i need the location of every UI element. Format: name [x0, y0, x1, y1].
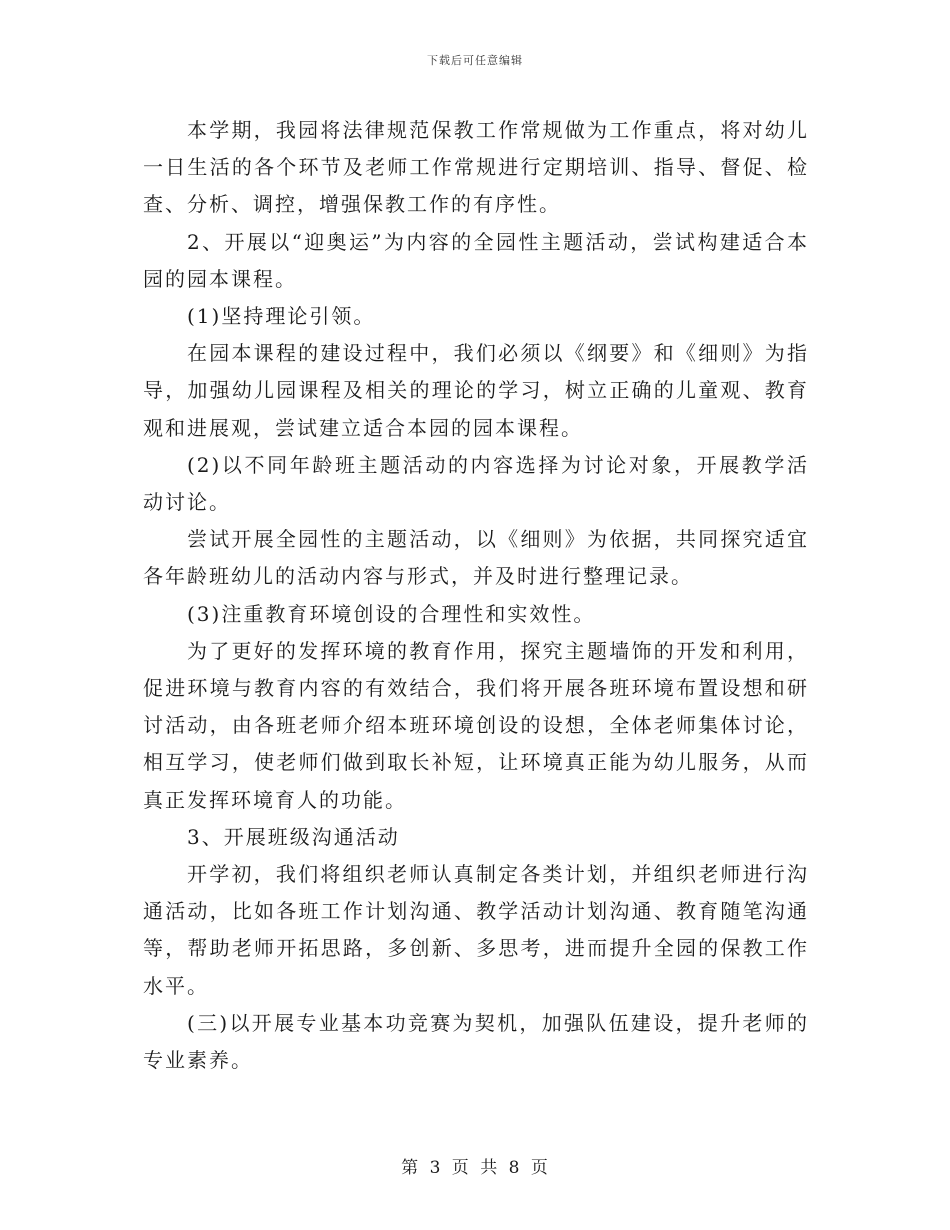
paragraph: (三)以开展专业基本功竞赛为契机，加强队伍建设，提升老师的专业素养。 [143, 1010, 809, 1073]
document-body [143, 112, 809, 1079]
paragraph: (3)注重教育环境创设的合理性和实效性。 [187, 601, 596, 626]
paragraph: 尝试开展全园性的主题活动，以《细则》为依据，共同探究适宜各年龄班幼儿的活动内容与形式，并及时进行整理记录。 [143, 527, 809, 589]
page-number: 第 3 页 共 8 页 [401, 1158, 549, 1178]
paragraph: 本学期，我园将法律规范保教工作常规做为工作重点，将对幼儿一日生活的各个环节及老师工作常规进行定期培训、指导、督促、检查、分析、调控，增强保教工作的有序性。 [143, 118, 809, 217]
paragraph: 3、开展班级沟通活动 [187, 824, 400, 849]
paragraph: (1)坚持理论引领。 [187, 304, 376, 329]
download-note: 下载后可任意编辑 [427, 54, 523, 67]
paragraph: 2、开展以“迎奥运”为内容的全园性主题活动，尝试构建适合本园的园本课程。 [143, 229, 809, 291]
paragraph: 在园本课程的建设过程中，我们必须以《纲要》和《细则》为指导，加强幼儿园课程及相关的理论的学习，树立正确的儿童观、教育观和进展观，尝试建立适合本园的园本课程。 [143, 341, 809, 440]
paragraph: 开学初，我们将组织老师认真制定各类计划，并组织老师进行沟通活动，比如各班工作计划沟通、教学活动计划沟通、教育随笔沟通等，帮助老师开拓思路，多创新、多思考，进而提升全园的保教工作水平。 [143, 862, 809, 998]
paragraph: 为了更好的发挥环境的教育作用，探究主题墙饰的开发和利用，促进环境与教育内容的有效结合，我们将开展各班环境布置设想和研讨活动，由各班老师介绍本班环境创设的设想，全体老师集体讨论，相互学习，使老师们做到取长补短，让环境真正能为幼儿服务，从而真正发挥环境育人的功能。 [143, 638, 809, 812]
paragraph: (2)以不同年龄班主题活动的内容选择为讨论对象，开展教学活动讨论。 [143, 452, 809, 515]
